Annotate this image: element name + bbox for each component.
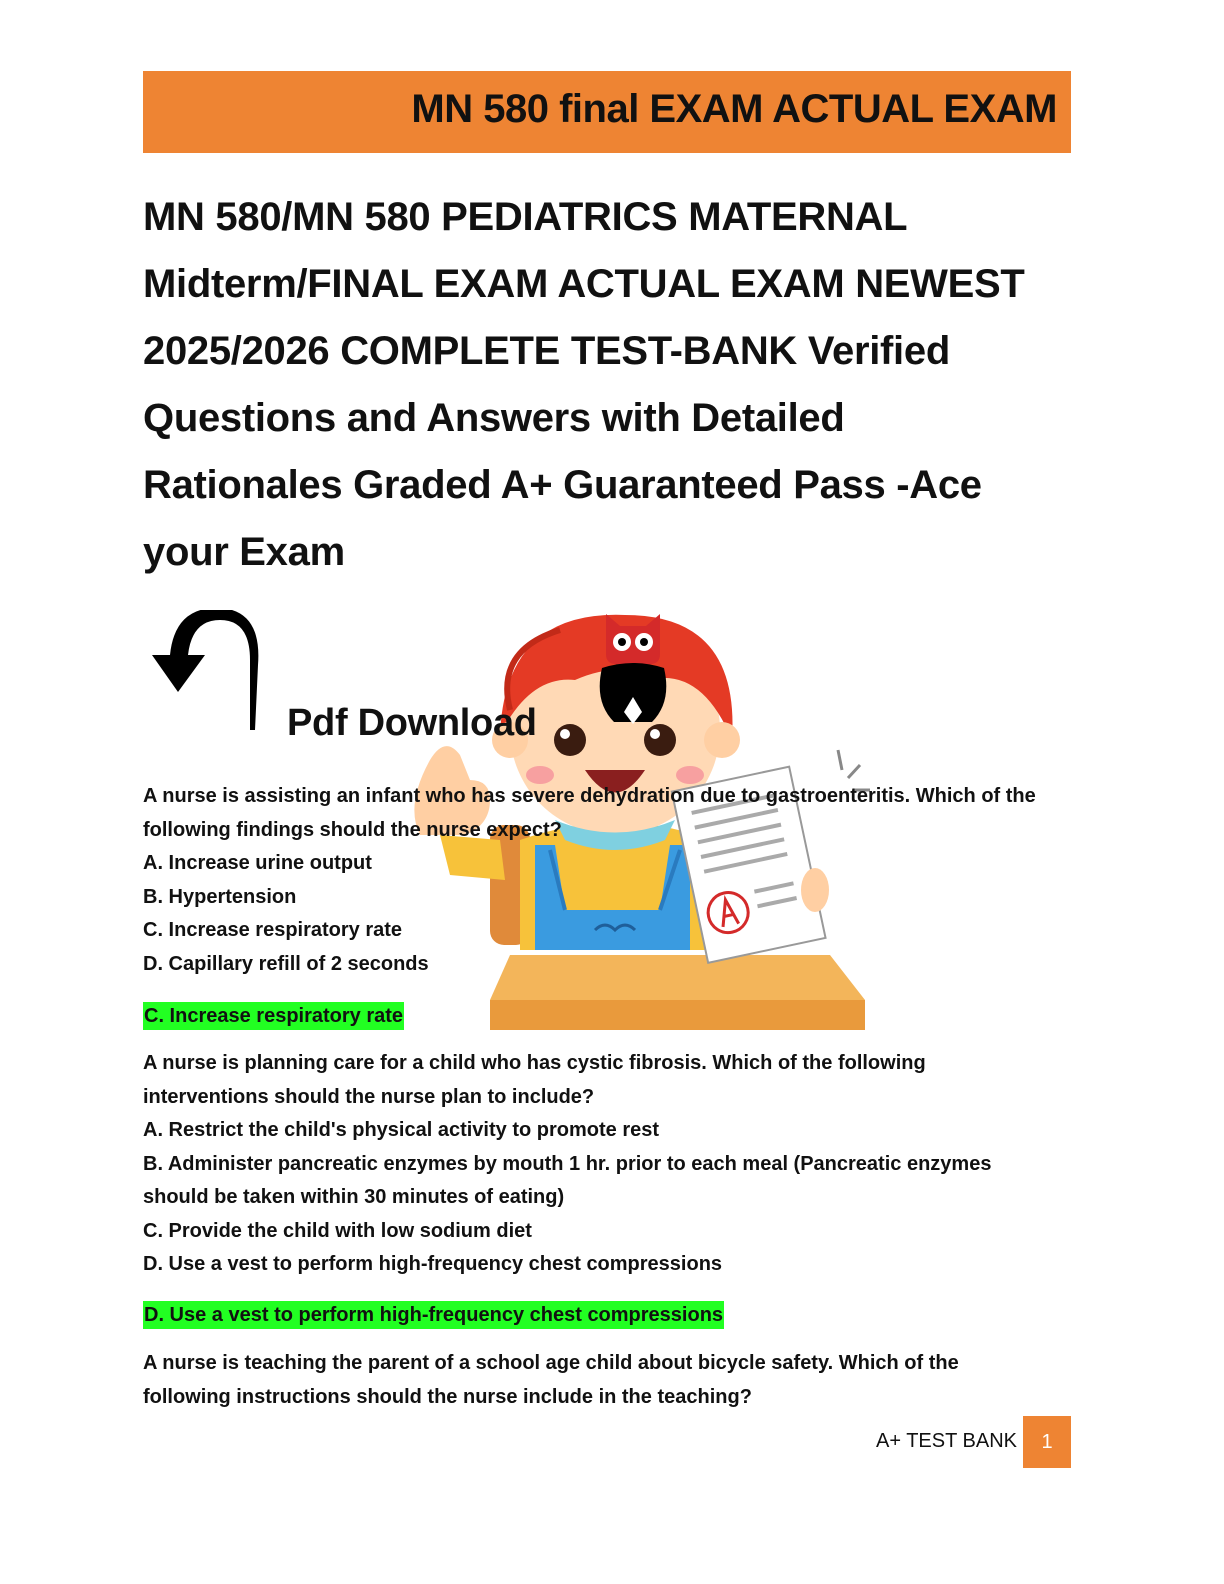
correct-answer-highlight: C. Increase respiratory rate <box>143 1002 404 1030</box>
question-stem: following findings should the nurse expect? <box>143 818 562 841</box>
answer-option: B. Administer pancreatic enzymes by mouth 1 hr. prior to each meal (Pancreatic enzymes <box>143 1152 992 1175</box>
owl-logo-icon <box>594 612 672 732</box>
correct-answer-row <box>143 1000 1073 1034</box>
question-item <box>143 780 1073 981</box>
footer-label: A+ TEST BANK <box>876 1430 1017 1452</box>
title-line: Questions and Answers with Detailed <box>143 396 845 440</box>
question-stem: following instructions should the nurse include in the teaching? <box>143 1385 752 1408</box>
answer-option: should be taken within 30 minutes of eating) <box>143 1186 565 1208</box>
answer-option: A. Increase urine output <box>143 852 372 874</box>
header-banner <box>143 71 1071 153</box>
banner-title: MN 580 final EXAM ACTUAL EXAM <box>411 87 1057 131</box>
question-stem: A nurse is teaching the parent of a school age child about bicycle safety. Which of the <box>143 1352 959 1374</box>
title-line: your Exam <box>143 530 345 574</box>
question-stem: A nurse is planning care for a child who has cystic fibrosis. Which of the following <box>143 1052 926 1074</box>
pdf-download-label: Pdf Download <box>287 702 537 744</box>
answer-option: C. Increase respiratory rate <box>143 919 403 941</box>
answer-option: B. Hypertension <box>143 885 297 908</box>
answer-option: C. Provide the child with low sodium diet <box>143 1219 532 1242</box>
question-item <box>143 1047 1073 1282</box>
answer-option: D. Use a vest to perform high-frequency chest compressions <box>143 1253 723 1275</box>
answer-option: A. Restrict the child's physical activity to promote rest <box>143 1119 660 1141</box>
question-item <box>143 1347 1073 1414</box>
correct-answer-highlight: D. Use a vest to perform high-frequency chest compressions <box>143 1301 724 1329</box>
document-title <box>143 184 1083 586</box>
title-line: Midterm/FINAL EXAM ACTUAL EXAM NEWEST <box>143 262 1025 306</box>
question-stem: interventions should the nurse plan to include? <box>143 1085 595 1108</box>
title-line: MN 580/MN 580 PEDIATRICS MATERNAL <box>143 195 908 239</box>
page-number: 1 <box>1023 1416 1071 1468</box>
curved-arrow-icon <box>150 610 265 735</box>
title-line: Rationales Graded A+ Guaranteed Pass -Ace <box>143 463 982 507</box>
correct-answer-row <box>143 1299 1073 1333</box>
answer-option: D. Capillary refill of 2 seconds <box>143 952 429 975</box>
question-stem: A nurse is assisting an infant who has severe dehydration due to gastroenteritis. Which of the <box>143 785 1036 807</box>
title-line: 2025/2026 COMPLETE TEST-BANK Verified <box>143 329 950 373</box>
